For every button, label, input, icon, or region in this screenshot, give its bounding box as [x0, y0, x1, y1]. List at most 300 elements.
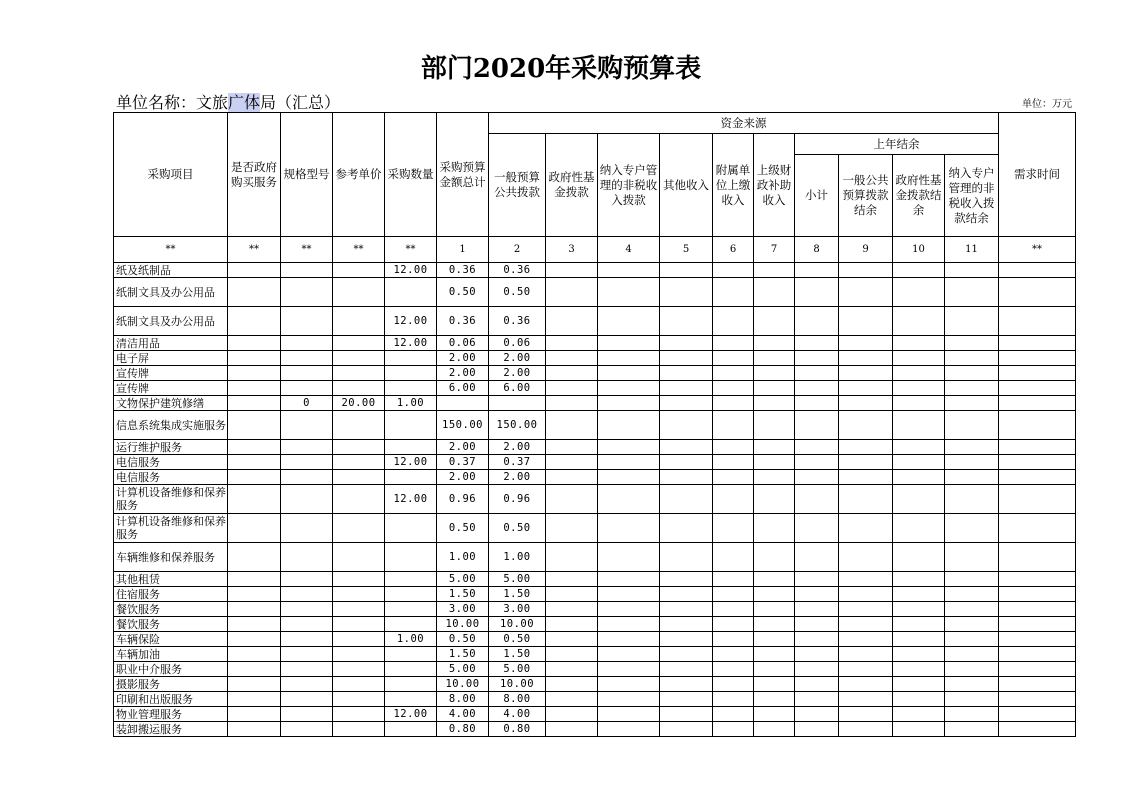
total-cell[interactable]: 2.00 [437, 366, 489, 381]
is-gov-cell[interactable] [228, 647, 281, 662]
qty-cell[interactable]: 12.00 [385, 485, 437, 514]
total-cell[interactable]: 1.50 [437, 587, 489, 602]
empty-cell[interactable] [795, 677, 839, 692]
spec-cell[interactable] [281, 647, 333, 662]
general-cell[interactable]: 6.00 [489, 381, 546, 396]
empty-cell[interactable] [999, 662, 1076, 677]
empty-cell[interactable] [713, 278, 754, 307]
empty-cell[interactable] [754, 455, 795, 470]
price-cell[interactable] [333, 440, 385, 455]
spec-cell[interactable] [281, 543, 333, 572]
empty-cell[interactable] [945, 572, 999, 587]
empty-cell[interactable] [546, 440, 598, 455]
empty-cell[interactable] [660, 677, 713, 692]
empty-cell[interactable] [839, 336, 893, 351]
general-cell[interactable]: 5.00 [489, 662, 546, 677]
item-cell[interactable]: 装卸搬运服务 [114, 722, 228, 737]
total-cell[interactable]: 1.00 [437, 543, 489, 572]
price-cell[interactable] [333, 587, 385, 602]
is-gov-cell[interactable] [228, 707, 281, 722]
empty-cell[interactable] [999, 396, 1076, 411]
item-cell[interactable]: 住宿服务 [114, 587, 228, 602]
empty-cell[interactable] [598, 455, 660, 470]
general-cell[interactable]: 0.50 [489, 632, 546, 647]
empty-cell[interactable] [893, 543, 945, 572]
empty-cell[interactable] [893, 396, 945, 411]
empty-cell[interactable] [945, 336, 999, 351]
empty-cell[interactable] [754, 366, 795, 381]
empty-cell[interactable] [945, 647, 999, 662]
is-gov-cell[interactable] [228, 543, 281, 572]
empty-cell[interactable] [754, 411, 795, 440]
item-cell[interactable]: 纸制文具及办公用品 [114, 307, 228, 336]
total-cell[interactable]: 3.00 [437, 602, 489, 617]
empty-cell[interactable] [660, 455, 713, 470]
spec-cell[interactable] [281, 514, 333, 543]
is-gov-cell[interactable] [228, 662, 281, 677]
empty-cell[interactable] [945, 411, 999, 440]
empty-cell[interactable] [795, 263, 839, 278]
empty-cell[interactable] [546, 278, 598, 307]
empty-cell[interactable] [839, 470, 893, 485]
empty-cell[interactable] [754, 677, 795, 692]
empty-cell[interactable] [945, 351, 999, 366]
qty-cell[interactable]: 12.00 [385, 455, 437, 470]
general-cell[interactable]: 2.00 [489, 351, 546, 366]
empty-cell[interactable] [999, 722, 1076, 737]
spec-cell[interactable] [281, 677, 333, 692]
qty-cell[interactable]: 12.00 [385, 307, 437, 336]
item-cell[interactable]: 餐饮服务 [114, 602, 228, 617]
empty-cell[interactable] [893, 617, 945, 632]
item-cell[interactable]: 车辆维修和保养服务 [114, 543, 228, 572]
empty-cell[interactable] [660, 366, 713, 381]
empty-cell[interactable] [754, 470, 795, 485]
empty-cell[interactable] [945, 707, 999, 722]
empty-cell[interactable] [839, 455, 893, 470]
empty-cell[interactable] [546, 543, 598, 572]
price-cell[interactable] [333, 647, 385, 662]
empty-cell[interactable] [598, 632, 660, 647]
empty-cell[interactable] [713, 455, 754, 470]
empty-cell[interactable] [598, 336, 660, 351]
spec-cell[interactable] [281, 440, 333, 455]
is-gov-cell[interactable] [228, 411, 281, 440]
qty-cell[interactable] [385, 366, 437, 381]
general-cell[interactable]: 0.50 [489, 278, 546, 307]
empty-cell[interactable] [795, 647, 839, 662]
qty-cell[interactable]: 1.00 [385, 396, 437, 411]
empty-cell[interactable] [839, 602, 893, 617]
is-gov-cell[interactable] [228, 677, 281, 692]
empty-cell[interactable] [713, 470, 754, 485]
empty-cell[interactable] [795, 485, 839, 514]
empty-cell[interactable] [999, 440, 1076, 455]
total-cell[interactable]: 10.00 [437, 617, 489, 632]
empty-cell[interactable] [598, 381, 660, 396]
empty-cell[interactable] [893, 351, 945, 366]
empty-cell[interactable] [795, 278, 839, 307]
is-gov-cell[interactable] [228, 263, 281, 278]
empty-cell[interactable] [660, 647, 713, 662]
price-cell[interactable] [333, 692, 385, 707]
empty-cell[interactable] [839, 722, 893, 737]
price-cell[interactable] [333, 336, 385, 351]
general-cell[interactable]: 3.00 [489, 602, 546, 617]
empty-cell[interactable] [795, 543, 839, 572]
empty-cell[interactable] [546, 470, 598, 485]
empty-cell[interactable] [893, 572, 945, 587]
general-cell[interactable]: 150.00 [489, 411, 546, 440]
empty-cell[interactable] [713, 587, 754, 602]
empty-cell[interactable] [754, 396, 795, 411]
empty-cell[interactable] [546, 677, 598, 692]
empty-cell[interactable] [795, 722, 839, 737]
spec-cell[interactable] [281, 602, 333, 617]
item-cell[interactable]: 计算机设备维修和保养服务 [114, 485, 228, 514]
qty-cell[interactable]: 12.00 [385, 263, 437, 278]
total-cell[interactable]: 0.36 [437, 263, 489, 278]
item-cell[interactable]: 摄影服务 [114, 677, 228, 692]
empty-cell[interactable] [713, 602, 754, 617]
empty-cell[interactable] [999, 278, 1076, 307]
empty-cell[interactable] [754, 617, 795, 632]
empty-cell[interactable] [754, 514, 795, 543]
empty-cell[interactable] [598, 662, 660, 677]
empty-cell[interactable] [660, 707, 713, 722]
empty-cell[interactable] [893, 440, 945, 455]
empty-cell[interactable] [598, 572, 660, 587]
empty-cell[interactable] [546, 263, 598, 278]
empty-cell[interactable] [893, 587, 945, 602]
empty-cell[interactable] [598, 602, 660, 617]
spec-cell[interactable] [281, 455, 333, 470]
qty-cell[interactable] [385, 351, 437, 366]
empty-cell[interactable] [598, 485, 660, 514]
is-gov-cell[interactable] [228, 381, 281, 396]
empty-cell[interactable] [945, 470, 999, 485]
empty-cell[interactable] [893, 485, 945, 514]
empty-cell[interactable] [546, 647, 598, 662]
price-cell[interactable] [333, 514, 385, 543]
empty-cell[interactable] [839, 632, 893, 647]
general-cell[interactable]: 8.00 [489, 692, 546, 707]
total-cell[interactable]: 2.00 [437, 470, 489, 485]
empty-cell[interactable] [893, 514, 945, 543]
empty-cell[interactable] [754, 440, 795, 455]
empty-cell[interactable] [893, 263, 945, 278]
empty-cell[interactable] [546, 662, 598, 677]
qty-cell[interactable] [385, 440, 437, 455]
empty-cell[interactable] [598, 722, 660, 737]
spec-cell[interactable] [281, 470, 333, 485]
empty-cell[interactable] [754, 662, 795, 677]
empty-cell[interactable] [660, 336, 713, 351]
is-gov-cell[interactable] [228, 396, 281, 411]
price-cell[interactable] [333, 307, 385, 336]
empty-cell[interactable] [713, 617, 754, 632]
item-cell[interactable]: 物业管理服务 [114, 707, 228, 722]
qty-cell[interactable]: 1.00 [385, 632, 437, 647]
empty-cell[interactable] [754, 351, 795, 366]
empty-cell[interactable] [839, 692, 893, 707]
is-gov-cell[interactable] [228, 278, 281, 307]
qty-cell[interactable] [385, 572, 437, 587]
empty-cell[interactable] [839, 662, 893, 677]
empty-cell[interactable] [795, 366, 839, 381]
empty-cell[interactable] [999, 692, 1076, 707]
empty-cell[interactable] [713, 707, 754, 722]
qty-cell[interactable] [385, 617, 437, 632]
spec-cell[interactable] [281, 485, 333, 514]
empty-cell[interactable] [999, 455, 1076, 470]
empty-cell[interactable] [945, 485, 999, 514]
empty-cell[interactable] [713, 351, 754, 366]
empty-cell[interactable] [713, 411, 754, 440]
empty-cell[interactable] [839, 485, 893, 514]
empty-cell[interactable] [546, 722, 598, 737]
general-cell[interactable]: 1.00 [489, 543, 546, 572]
empty-cell[interactable] [713, 396, 754, 411]
empty-cell[interactable] [754, 307, 795, 336]
general-cell[interactable]: 5.00 [489, 572, 546, 587]
qty-cell[interactable] [385, 587, 437, 602]
price-cell[interactable]: 20.00 [333, 396, 385, 411]
empty-cell[interactable] [795, 411, 839, 440]
empty-cell[interactable] [546, 602, 598, 617]
empty-cell[interactable] [546, 692, 598, 707]
empty-cell[interactable] [713, 307, 754, 336]
empty-cell[interactable] [546, 587, 598, 602]
empty-cell[interactable] [754, 263, 795, 278]
empty-cell[interactable] [660, 692, 713, 707]
empty-cell[interactable] [893, 677, 945, 692]
spec-cell[interactable] [281, 692, 333, 707]
empty-cell[interactable] [546, 381, 598, 396]
price-cell[interactable] [333, 455, 385, 470]
total-cell[interactable]: 0.36 [437, 307, 489, 336]
empty-cell[interactable] [999, 543, 1076, 572]
spec-cell[interactable] [281, 587, 333, 602]
empty-cell[interactable] [660, 632, 713, 647]
empty-cell[interactable] [945, 366, 999, 381]
is-gov-cell[interactable] [228, 514, 281, 543]
empty-cell[interactable] [598, 514, 660, 543]
empty-cell[interactable] [795, 587, 839, 602]
empty-cell[interactable] [999, 470, 1076, 485]
empty-cell[interactable] [893, 470, 945, 485]
empty-cell[interactable] [945, 692, 999, 707]
empty-cell[interactable] [713, 543, 754, 572]
empty-cell[interactable] [999, 351, 1076, 366]
item-cell[interactable]: 计算机设备维修和保养服务 [114, 514, 228, 543]
empty-cell[interactable] [839, 381, 893, 396]
total-cell[interactable]: 4.00 [437, 707, 489, 722]
empty-cell[interactable] [660, 662, 713, 677]
empty-cell[interactable] [945, 396, 999, 411]
spec-cell[interactable] [281, 617, 333, 632]
spec-cell[interactable]: 0 [281, 396, 333, 411]
empty-cell[interactable] [754, 587, 795, 602]
qty-cell[interactable] [385, 543, 437, 572]
spec-cell[interactable] [281, 572, 333, 587]
item-cell[interactable]: 文物保护建筑修缮 [114, 396, 228, 411]
empty-cell[interactable] [754, 632, 795, 647]
empty-cell[interactable] [546, 351, 598, 366]
item-cell[interactable]: 电信服务 [114, 455, 228, 470]
empty-cell[interactable] [660, 587, 713, 602]
empty-cell[interactable] [754, 602, 795, 617]
empty-cell[interactable] [660, 351, 713, 366]
empty-cell[interactable] [598, 677, 660, 692]
item-cell[interactable]: 车辆保险 [114, 632, 228, 647]
empty-cell[interactable] [713, 662, 754, 677]
empty-cell[interactable] [546, 572, 598, 587]
empty-cell[interactable] [839, 514, 893, 543]
spec-cell[interactable] [281, 366, 333, 381]
general-cell[interactable]: 1.50 [489, 647, 546, 662]
item-cell[interactable]: 宣传牌 [114, 381, 228, 396]
empty-cell[interactable] [713, 381, 754, 396]
spec-cell[interactable] [281, 307, 333, 336]
empty-cell[interactable] [754, 572, 795, 587]
empty-cell[interactable] [999, 572, 1076, 587]
empty-cell[interactable] [546, 485, 598, 514]
empty-cell[interactable] [893, 707, 945, 722]
general-cell[interactable]: 4.00 [489, 707, 546, 722]
empty-cell[interactable] [839, 278, 893, 307]
price-cell[interactable] [333, 543, 385, 572]
item-cell[interactable]: 职业中介服务 [114, 662, 228, 677]
general-cell[interactable]: 10.00 [489, 677, 546, 692]
general-cell[interactable]: 0.96 [489, 485, 546, 514]
empty-cell[interactable] [795, 351, 839, 366]
empty-cell[interactable] [945, 543, 999, 572]
total-cell[interactable] [437, 396, 489, 411]
is-gov-cell[interactable] [228, 455, 281, 470]
item-cell[interactable]: 运行维护服务 [114, 440, 228, 455]
empty-cell[interactable] [598, 470, 660, 485]
empty-cell[interactable] [839, 440, 893, 455]
empty-cell[interactable] [795, 396, 839, 411]
is-gov-cell[interactable] [228, 336, 281, 351]
spec-cell[interactable] [281, 722, 333, 737]
empty-cell[interactable] [754, 336, 795, 351]
empty-cell[interactable] [893, 602, 945, 617]
unit-name-selected[interactable]: 广体 [228, 93, 261, 112]
qty-cell[interactable]: 12.00 [385, 707, 437, 722]
empty-cell[interactable] [795, 707, 839, 722]
price-cell[interactable] [333, 602, 385, 617]
empty-cell[interactable] [893, 692, 945, 707]
is-gov-cell[interactable] [228, 632, 281, 647]
empty-cell[interactable] [945, 307, 999, 336]
empty-cell[interactable] [893, 366, 945, 381]
empty-cell[interactable] [660, 263, 713, 278]
empty-cell[interactable] [546, 411, 598, 440]
empty-cell[interactable] [945, 722, 999, 737]
general-cell[interactable] [489, 396, 546, 411]
empty-cell[interactable] [598, 647, 660, 662]
empty-cell[interactable] [754, 485, 795, 514]
item-cell[interactable]: 餐饮服务 [114, 617, 228, 632]
empty-cell[interactable] [999, 587, 1076, 602]
is-gov-cell[interactable] [228, 692, 281, 707]
empty-cell[interactable] [660, 602, 713, 617]
empty-cell[interactable] [713, 336, 754, 351]
is-gov-cell[interactable] [228, 722, 281, 737]
qty-cell[interactable] [385, 677, 437, 692]
spec-cell[interactable] [281, 381, 333, 396]
price-cell[interactable] [333, 632, 385, 647]
price-cell[interactable] [333, 351, 385, 366]
item-cell[interactable]: 其他租赁 [114, 572, 228, 587]
empty-cell[interactable] [795, 307, 839, 336]
empty-cell[interactable] [999, 707, 1076, 722]
is-gov-cell[interactable] [228, 366, 281, 381]
is-gov-cell[interactable] [228, 602, 281, 617]
empty-cell[interactable] [893, 336, 945, 351]
empty-cell[interactable] [999, 307, 1076, 336]
empty-cell[interactable] [945, 514, 999, 543]
empty-cell[interactable] [839, 307, 893, 336]
empty-cell[interactable] [795, 572, 839, 587]
empty-cell[interactable] [660, 722, 713, 737]
total-cell[interactable]: 10.00 [437, 677, 489, 692]
empty-cell[interactable] [999, 411, 1076, 440]
qty-cell[interactable] [385, 514, 437, 543]
empty-cell[interactable] [713, 263, 754, 278]
empty-cell[interactable] [795, 470, 839, 485]
general-cell[interactable]: 1.50 [489, 587, 546, 602]
qty-cell[interactable] [385, 278, 437, 307]
empty-cell[interactable] [893, 307, 945, 336]
empty-cell[interactable] [598, 263, 660, 278]
empty-cell[interactable] [598, 617, 660, 632]
empty-cell[interactable] [839, 351, 893, 366]
spec-cell[interactable] [281, 411, 333, 440]
empty-cell[interactable] [660, 396, 713, 411]
price-cell[interactable] [333, 617, 385, 632]
empty-cell[interactable] [713, 722, 754, 737]
qty-cell[interactable] [385, 411, 437, 440]
empty-cell[interactable] [754, 543, 795, 572]
item-cell[interactable]: 纸制文具及办公用品 [114, 278, 228, 307]
empty-cell[interactable] [754, 381, 795, 396]
item-cell[interactable]: 车辆加油 [114, 647, 228, 662]
qty-cell[interactable] [385, 381, 437, 396]
empty-cell[interactable] [945, 587, 999, 602]
empty-cell[interactable] [893, 455, 945, 470]
empty-cell[interactable] [795, 602, 839, 617]
is-gov-cell[interactable] [228, 307, 281, 336]
item-cell[interactable]: 纸及纸制品 [114, 263, 228, 278]
empty-cell[interactable] [546, 632, 598, 647]
qty-cell[interactable] [385, 692, 437, 707]
empty-cell[interactable] [660, 543, 713, 572]
empty-cell[interactable] [754, 278, 795, 307]
empty-cell[interactable] [839, 543, 893, 572]
item-cell[interactable]: 宣传牌 [114, 366, 228, 381]
empty-cell[interactable] [660, 572, 713, 587]
empty-cell[interactable] [660, 411, 713, 440]
total-cell[interactable]: 0.50 [437, 278, 489, 307]
general-cell[interactable]: 0.37 [489, 455, 546, 470]
empty-cell[interactable] [999, 677, 1076, 692]
empty-cell[interactable] [893, 722, 945, 737]
general-cell[interactable]: 2.00 [489, 366, 546, 381]
empty-cell[interactable] [713, 647, 754, 662]
